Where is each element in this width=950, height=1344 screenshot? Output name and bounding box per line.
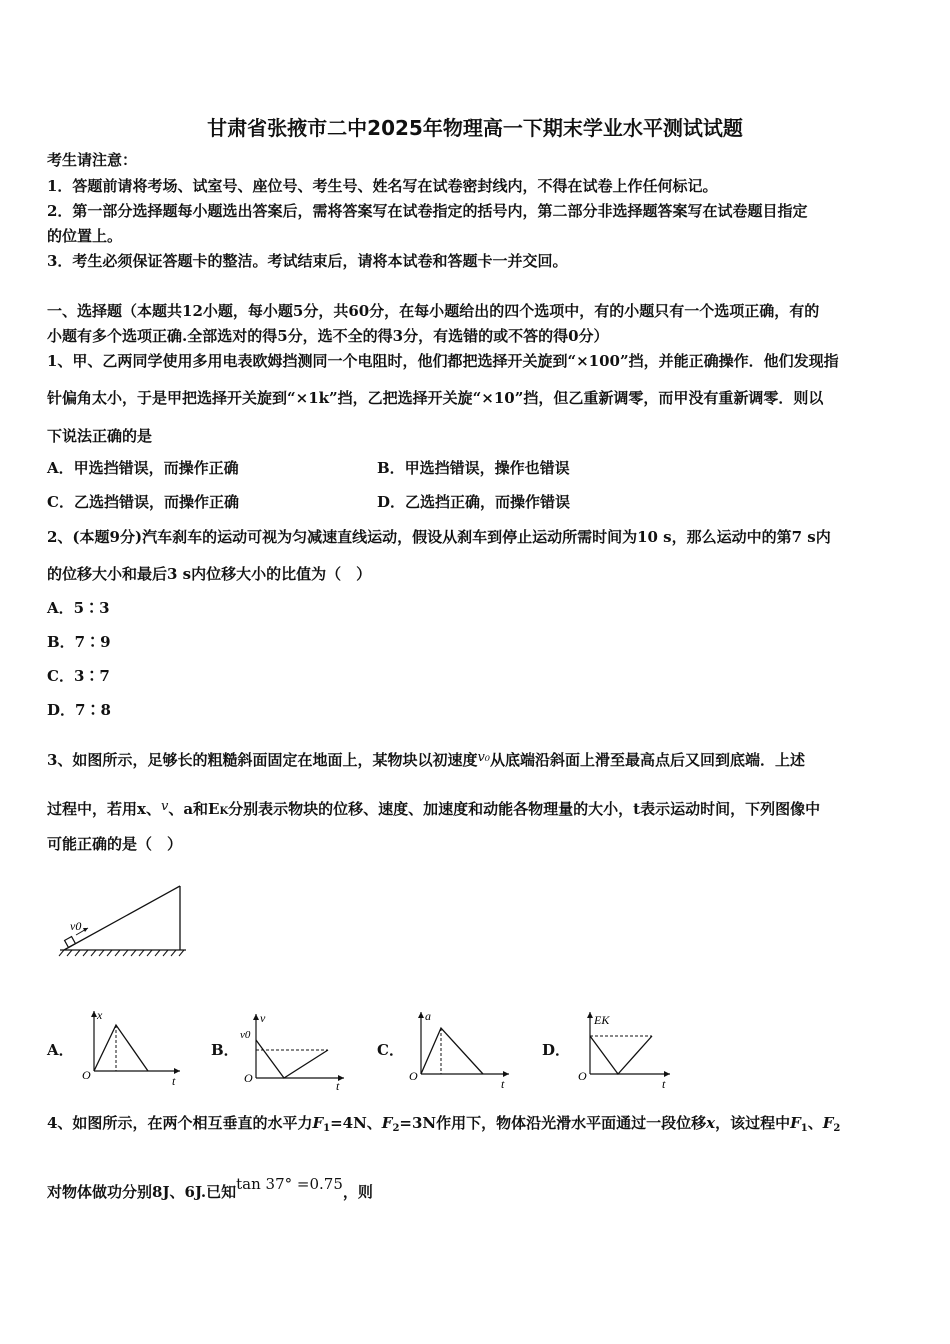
question-2-line: 的位移大小和最后3 s内位移大小的比值为（ ） xyxy=(47,565,372,583)
ground-hatching xyxy=(59,950,184,956)
section-heading: 一、选择题（本题共12小题，每小题5分，共60分，在每小题给出的四个选项中，有的小题只有一个选项正确，有的 xyxy=(47,302,820,320)
question-3-line: 3、如图所示，足够长的粗糙斜面固定在地面上，某物块以初速度v₀从底端沿斜面上滑至最高点后又回到底端．上述 xyxy=(47,750,806,769)
notice-item: 1．答题前请将考场、试室号、座位号、考生号、姓名写在试卷密封线内，不得在试卷上作任何标记。 xyxy=(47,177,718,195)
q1-option-d[interactable]: D．乙选挡正确，而操作错误 xyxy=(377,493,571,511)
block xyxy=(65,937,76,948)
svg-text:O: O xyxy=(578,1069,587,1083)
q2-option-b[interactable]: B．7∶9 xyxy=(47,633,111,651)
tan-expression: tan 37° =0.75 xyxy=(236,1175,343,1193)
q1-option-b[interactable]: B．甲选挡错误，操作也错误 xyxy=(377,459,570,477)
q3-option-a[interactable]: A． xyxy=(47,1041,74,1059)
q3-option-b[interactable]: B． xyxy=(211,1041,239,1059)
incline-slope xyxy=(64,886,180,950)
svg-text:a: a xyxy=(425,1009,431,1023)
q2-option-c[interactable]: C．3∶7 xyxy=(47,667,110,685)
svg-text:O: O xyxy=(82,1068,91,1082)
svg-text:x: x xyxy=(97,1008,103,1022)
notice-head: 考生请注意： xyxy=(47,151,138,169)
v0-symbol: v₀ xyxy=(477,750,491,765)
svg-text:t: t xyxy=(501,1077,505,1091)
q1-option-a[interactable]: A．甲选挡错误，而操作正确 xyxy=(47,459,239,477)
svg-text:O: O xyxy=(409,1069,418,1083)
question-4-line: 对物体做功分别8J、6J.已知tan 37° =0.75，则 xyxy=(47,1175,373,1201)
v-symbol: v xyxy=(160,799,169,814)
graph-a xyxy=(80,1005,185,1090)
question-3-line: 过程中，若用x、v、a和EK分别表示物块的位移、速度、加速度和动能各物理量的大小，t表示运动时间，下列图像中 xyxy=(47,799,821,818)
v-curve xyxy=(256,1040,328,1078)
question-1-line: 1、甲、乙两同学使用多用电表欧姆挡测同一个电阻时，他们都把选择开关旋到“×100”挡，并能正确操作．他们发现指 xyxy=(47,352,839,370)
notice-item: 的位置上。 xyxy=(47,227,123,245)
graph-c xyxy=(405,1006,515,1091)
q2-option-d[interactable]: D．7∶8 xyxy=(47,701,111,719)
svg-text:t: t xyxy=(336,1079,340,1093)
question-1-line: 针偏角太小，于是甲把选择开关旋到“×1k”挡，乙把选择开关旋“×10”挡，但乙重新调零，而甲没有重新调零．则以 xyxy=(47,389,824,407)
graph-d xyxy=(572,1006,677,1091)
question-2-line: 2、(本题9分)汽车刹车的运动可视为匀减速直线运动，假设从刹车到停止运动所需时间为10 s，那么运动中的第7 s内 xyxy=(47,528,831,546)
q3-option-c[interactable]: C． xyxy=(377,1041,404,1059)
notice-item: 2．第一部分选择题每小题选出答案后，需将答案写在试卷指定的括号内，第二部分非选择题答案写在试卷题目指定 xyxy=(47,202,808,220)
q2-option-a[interactable]: A．5∶3 xyxy=(47,599,110,617)
v0-label: v0 xyxy=(70,919,82,933)
ek-curve xyxy=(590,1036,652,1074)
section-heading-cont: 小题有多个选项正确.全部选对的得5分，选不全的得3分，有选错的或不答的得0分） xyxy=(47,327,609,345)
graph-b xyxy=(238,1008,350,1093)
notice-item: 3．考生必须保证答题卡的整洁。考试结束后，请将本试卷和答题卡一并交回。 xyxy=(47,252,568,270)
question-3-line: 可能正确的是（ ） xyxy=(47,835,183,853)
svg-text:O: O xyxy=(244,1071,253,1085)
q1-option-c[interactable]: C．乙选挡错误，而操作正确 xyxy=(47,493,239,511)
question-4-line: 4、如图所示，在两个相互垂直的水平力$F_1=4N$、$F_2=3N$作用下，物体沿光滑水平面通过一段位移x，该过程中$F_1$、$F_2$ xyxy=(47,1114,841,1134)
svg-text:t: t xyxy=(662,1077,666,1091)
page-title: 甘肃省张掖市二中2025年物理高一下期末学业水平测试试题 xyxy=(207,116,743,140)
svg-text:EK: EK xyxy=(594,1013,610,1027)
x-curve xyxy=(94,1025,148,1071)
question-1-line: 下说法正确的是 xyxy=(47,427,153,445)
q3-option-d[interactable]: D． xyxy=(542,1041,571,1059)
svg-text:t: t xyxy=(172,1074,176,1088)
svg-text:v: v xyxy=(260,1011,266,1025)
a-curve xyxy=(421,1028,483,1074)
incline-figure xyxy=(56,880,188,960)
svg-text:v0: v0 xyxy=(240,1029,251,1041)
